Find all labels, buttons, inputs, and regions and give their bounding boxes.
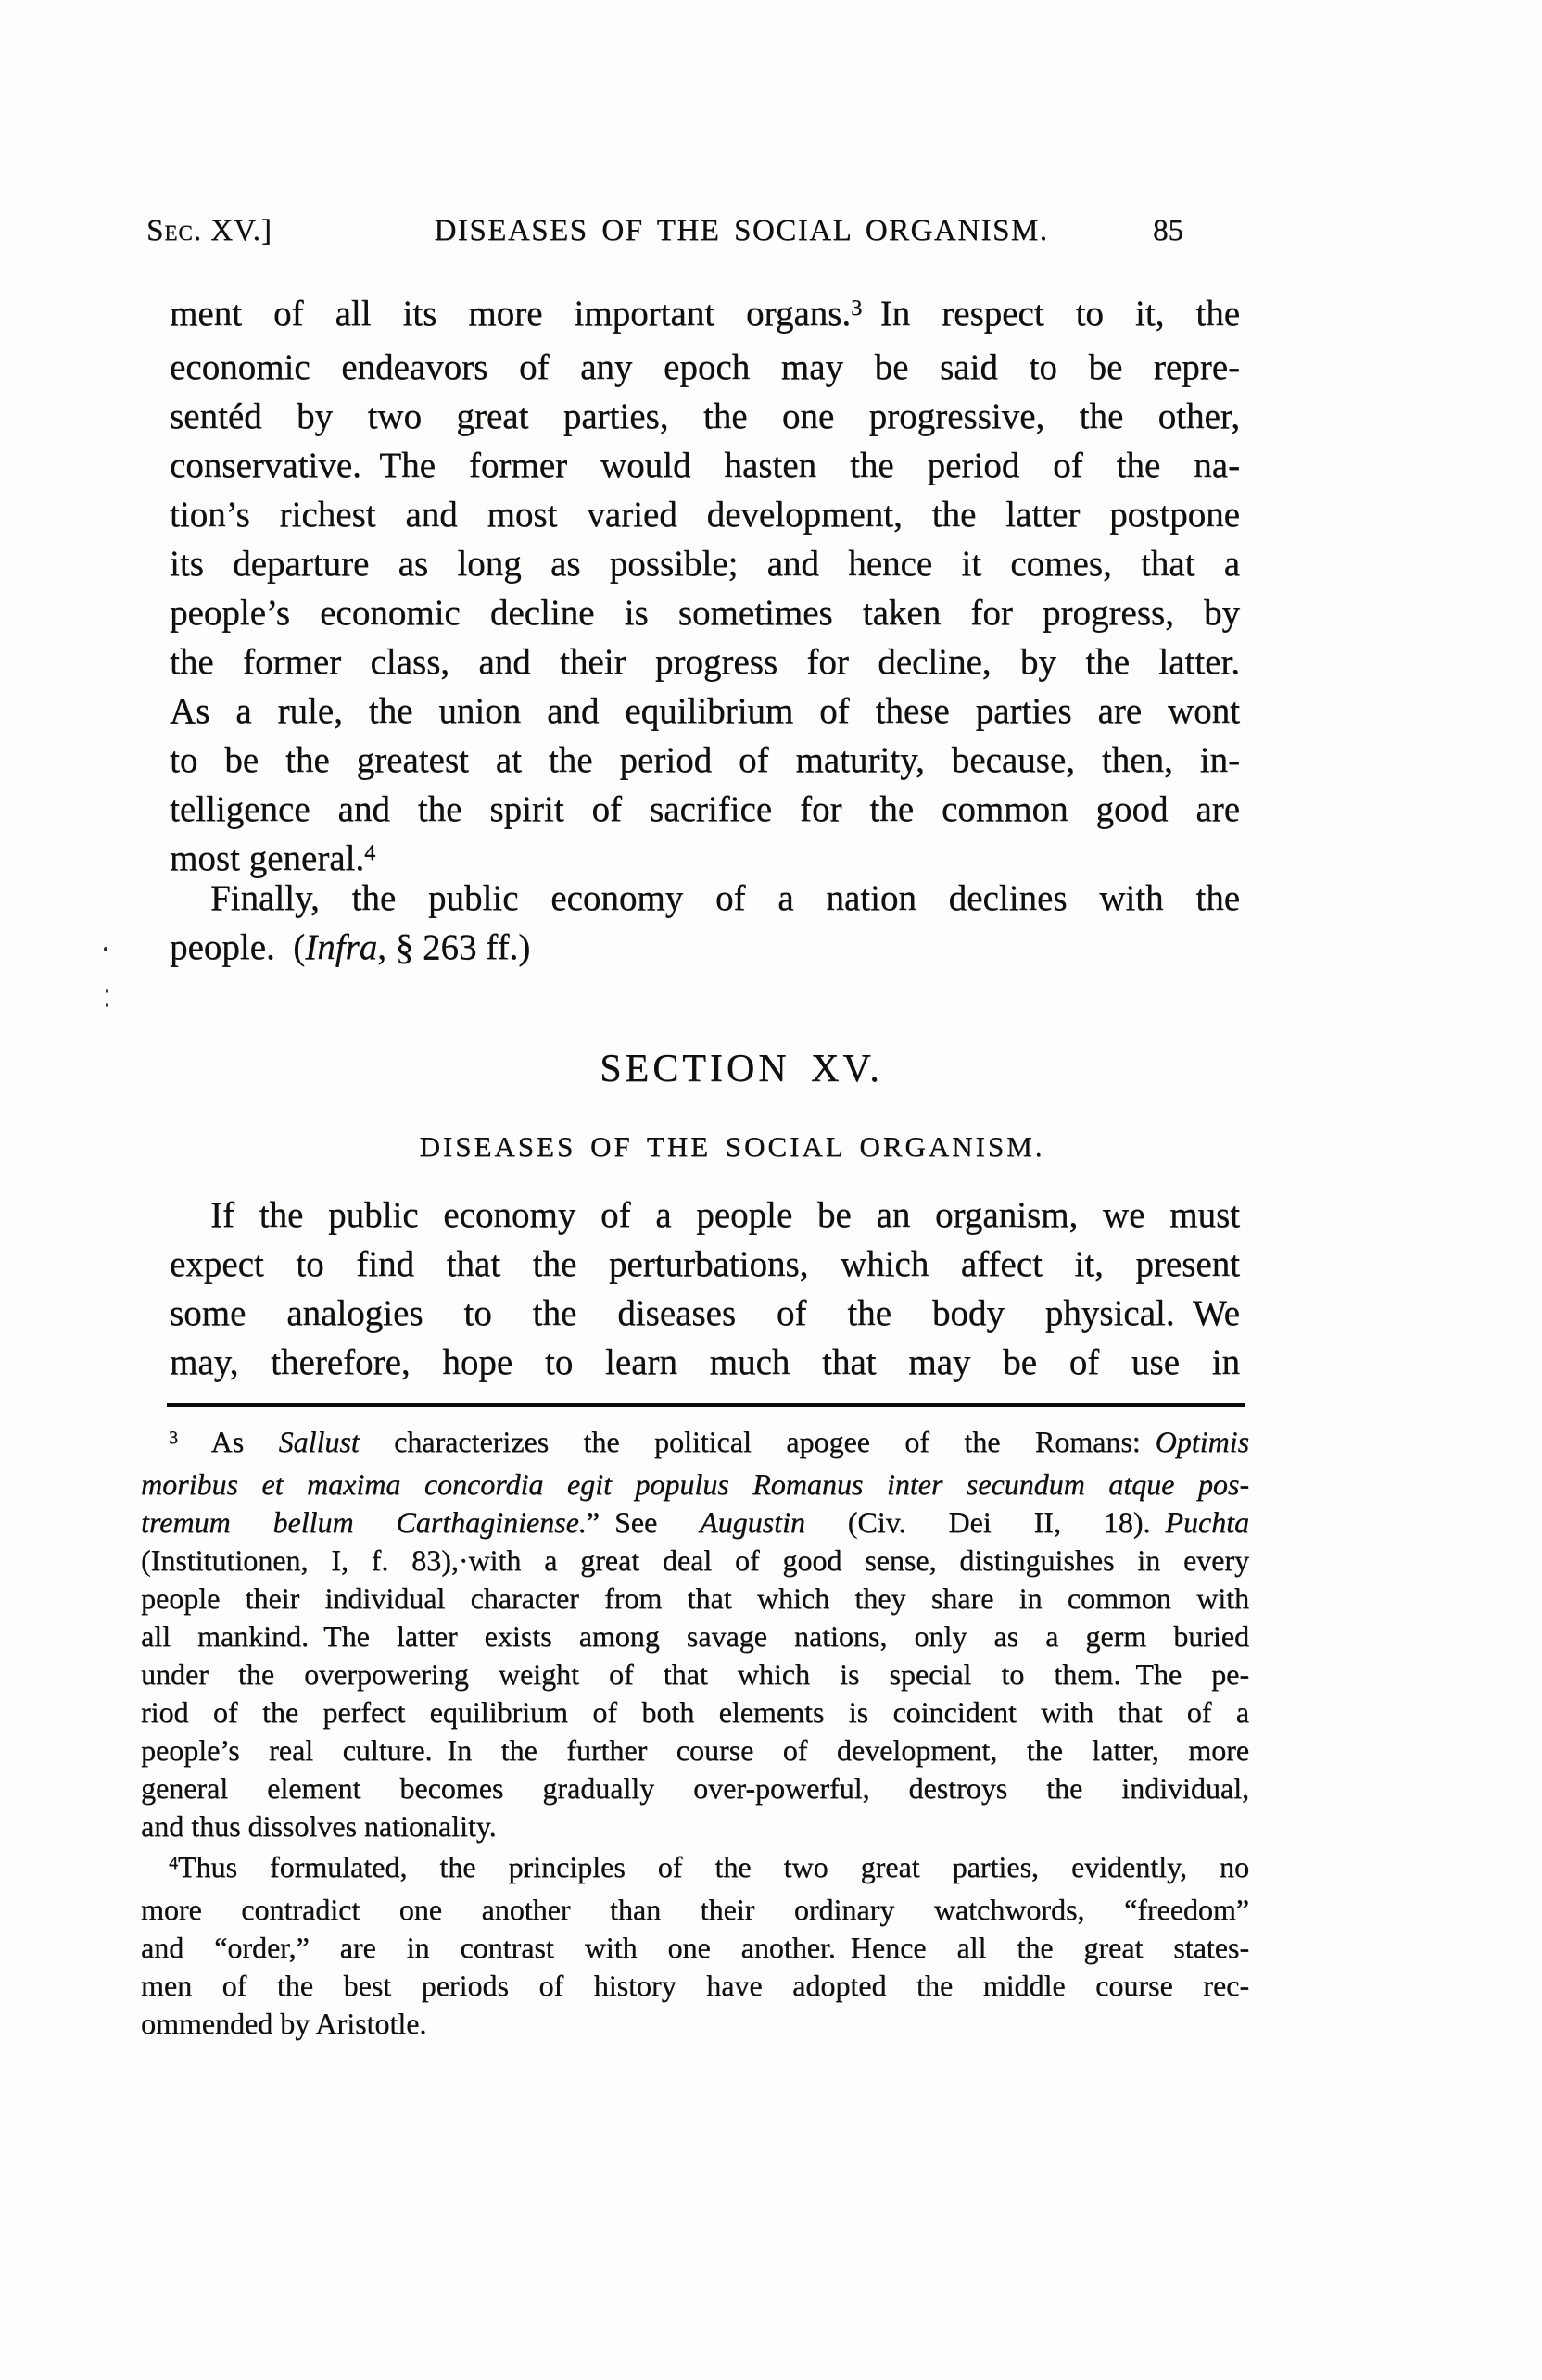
section-heading: SECTION XV.	[600, 1048, 883, 1090]
text-line: people’s real culture. In the further course of development, the latter, more	[141, 1733, 1249, 1767]
text-line: ment of all its more important organs.$^3$ In respect to it, the	[170, 294, 1241, 334]
text-line: $^4$Thus formulated, the principles of the two great parties, evidently, no	[169, 1850, 1249, 1883]
text-line: tion’s richest and most varied development, the latter postpone	[170, 495, 1240, 535]
text-line: the former class, and their progress for decline, by the latter.	[170, 642, 1240, 682]
running-header	[0, 213, 1542, 250]
text-line: conservative. The former would hasten the period of the na-	[170, 446, 1240, 485]
scan-speck	[106, 1003, 108, 1007]
text-line: Finally, the public economy of a nation declines with the	[210, 878, 1240, 918]
scan-speck	[106, 989, 108, 993]
text-line: its departure as long as possible; and hence it comes, that a	[170, 544, 1240, 584]
text-line: ommended by Aristotle.	[141, 2007, 427, 2040]
text-line: riod of the perfect equilibrium of both elements is coincident with that of a	[141, 1695, 1249, 1729]
text-line: $^3$ As Sallust characterizes the political apogee of the Romans: Optimis	[169, 1425, 1250, 1458]
text-line: If the public economy of a people be an organism, we must	[210, 1195, 1240, 1235]
text-line: men of the best periods of history have adopted the middle course rec-	[141, 1969, 1249, 2002]
text-line: As a rule, the union and equilibrium of these parties are wont	[170, 691, 1240, 731]
text-line: some analogies to the diseases of the body physical. We	[170, 1293, 1240, 1333]
text-line: moribus et maxima concordia egit populus Romanus inter secundum atque pos-	[141, 1467, 1249, 1501]
text-line: and thus dissolves nationality.	[141, 1809, 497, 1843]
text-line: may, therefore, hope to learn much that may be of use in	[170, 1342, 1240, 1382]
footnote-divider	[167, 1403, 1245, 1407]
paragraph-finally	[170, 874, 1240, 972]
text-line: to be the greatest at the period of maturity, because, then, in-	[170, 740, 1240, 780]
paragraph-continuation	[170, 289, 1240, 888]
text-line: (Institutionen, I, f. 83),·with a great deal of good sense, distinguishes in every	[141, 1543, 1249, 1577]
text-line: economic endeavors of any epoch may be said to be repre-	[170, 347, 1240, 387]
text-line: most general.$^4$	[170, 838, 376, 878]
text-line: telligence and the spirit of sacrifice for the common good are	[170, 789, 1240, 829]
footnote-marker: 4	[169, 1853, 178, 1874]
running-title: DISEASES OF THE SOCIAL ORGANISM.	[434, 214, 1049, 247]
footnote-3	[141, 1423, 1249, 1845]
text-line: tremum bellum Carthaginiense.” See Augustin (Civ. Dei II, 18). Puchta	[141, 1505, 1250, 1539]
text-line: under the overpowering weight of that which is special to them. The pe-	[141, 1657, 1249, 1691]
section-subheading: DISEASES OF THE SOCIAL ORGANISM.	[419, 1130, 1045, 1163]
text-line: and “order,” are in contrast with one another. Hence all the great states-	[141, 1931, 1249, 1964]
footnote-marker: 4	[364, 840, 376, 866]
text-line: general element becomes gradually over-powerful, destroys the individual,	[141, 1771, 1249, 1805]
text-line: people’s economic decline is sometimes taken for progress, by	[170, 593, 1240, 633]
scan-speck	[104, 947, 107, 951]
footnote-4	[141, 1848, 1249, 2043]
text-line: people. (Infra, § 263 ff.)	[170, 927, 531, 967]
footnote-marker: 3	[169, 1428, 178, 1449]
text-line: sentéd by two great parties, the one progressive, the other,	[170, 397, 1240, 436]
text-line: all mankind. The latter exists among savage nations, only as a germ buried	[141, 1619, 1249, 1653]
page-number: 85	[1153, 214, 1183, 247]
footnote-marker: 3	[851, 296, 863, 321]
paragraph-intro	[170, 1190, 1240, 1387]
text-line: expect to find that the perturbations, which affect it, present	[170, 1244, 1240, 1284]
text-line: more contradict one another than their ordinary watchwords, “freedom”	[141, 1893, 1249, 1926]
text-line: people their individual character from that which they share in common with	[141, 1581, 1249, 1615]
running-section-label: Sec. XV.]	[146, 214, 272, 247]
